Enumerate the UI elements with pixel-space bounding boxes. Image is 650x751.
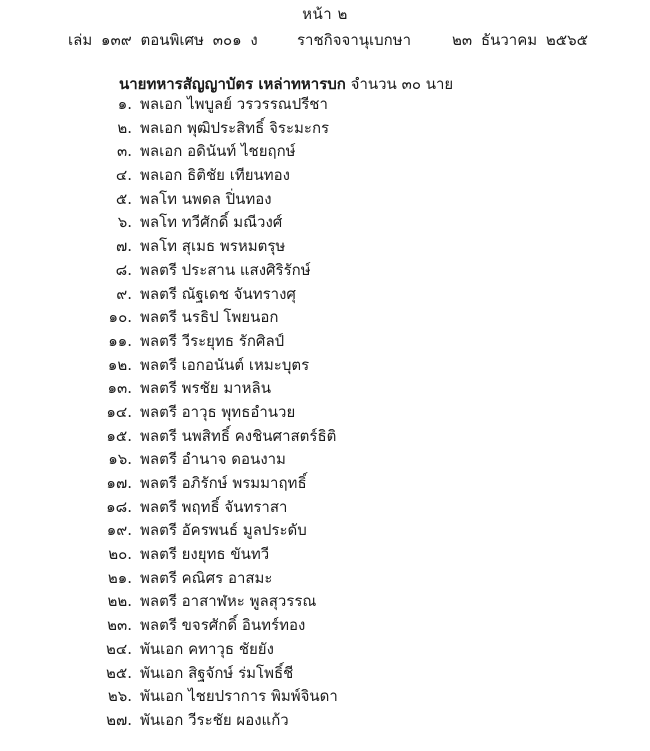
list-item-number: ๒๑.: [107, 568, 132, 587]
list-item: [0, 638, 650, 662]
list-item: [0, 117, 650, 141]
list-item-name: พลตรี ประสาน แสงศิริรักษ์: [140, 260, 311, 279]
list-item: [0, 448, 650, 472]
list-item-name: พลโท ทวีศักดิ์ มณีวงศ์: [140, 213, 283, 232]
list-item: [0, 425, 650, 449]
list-item: [0, 164, 650, 188]
list-item: [0, 614, 650, 638]
list-item-number: ๓.: [116, 142, 132, 161]
list-item-name: พลตรี พรชัย มาหลิน: [140, 379, 271, 398]
list-item-name: พลเอก ธิติชัย เทียนทอง: [140, 166, 290, 185]
list-item: [0, 354, 650, 378]
list-item-number: ๒๔.: [105, 639, 132, 658]
issue-info: เล่ม ๑๓๙ ตอนพิเศษ ๓๐๑ ง: [68, 31, 258, 49]
list-item: [0, 543, 650, 567]
list-item-number: ๑๔.: [106, 402, 132, 421]
list-item: [0, 259, 650, 283]
list-item-name: พลตรี ณัฐเดช จันทรางศุ: [140, 284, 296, 303]
list-item-name: พันเอก วีระชัย ผองแก้ว: [140, 710, 289, 729]
list-item-number: ๒.: [117, 118, 132, 137]
page-number: หน้า ๒: [302, 5, 348, 23]
gazette-header: [68, 28, 588, 50]
list-item-number: ๒๐.: [108, 545, 132, 564]
list-item-name: พลตรี ขจรศักดิ์ อินทร์ทอง: [140, 616, 306, 635]
list-item-name: พลตรี วีระยุทธ รักศิลป์: [140, 331, 285, 350]
section-title: นายทหารสัญญาบัตร เหล่าทหารบก: [119, 75, 346, 93]
list-item-number: ๑.: [117, 95, 132, 113]
list-item-number: ๘.: [115, 260, 132, 279]
list-item-name: พลตรี อภิรักษ์ พรมมาฤทธิ์: [140, 474, 307, 492]
list-item-number: ๒๕.: [105, 663, 132, 682]
list-item-name: พลตรี เอกอนันต์ เหมะบุตร: [140, 355, 310, 374]
list-item: [0, 519, 650, 543]
list-item-number: ๑๓.: [107, 379, 132, 398]
list-item: [0, 283, 650, 307]
list-item-number: ๑๗.: [106, 474, 132, 492]
list-item-name: พลตรี อาสาฬหะ พูลสุวรรณ: [140, 592, 317, 611]
list-item-name: พลตรี อัครพนธ์ มูลประดับ: [140, 521, 307, 540]
list-item-number: ๕.: [115, 189, 132, 208]
publication-date: ๒๓ ธันวาคม ๒๕๖๕: [452, 31, 588, 49]
gazette-name: ราชกิจจานุเบกษา: [297, 31, 412, 49]
list-item-number: ๑๖.: [108, 450, 132, 469]
list-item: [0, 377, 650, 401]
list-item-name: พันเอก สิฐจักษ์ ร่มโพธิ์ชี: [140, 663, 294, 682]
officer-list: [0, 93, 650, 733]
list-item: [0, 140, 650, 164]
list-item-number: ๑๘.: [106, 497, 132, 516]
list-item: [0, 93, 650, 117]
list-item-name: พลตรี อำนาจ ดอนงาม: [140, 450, 286, 469]
list-item-number: ๖.: [117, 213, 132, 232]
list-item-name: พลตรี อาวุธ พุทธอำนวย: [140, 402, 296, 421]
list-item-name: พลตรี พฤทธิ์ จันทราสา: [140, 497, 288, 516]
list-item-number: ๒๒.: [107, 592, 132, 611]
list-item-number: ๙.: [116, 284, 132, 303]
list-item-name: พลเอก พุฒิประสิทธิ์ จิระมะกร: [140, 118, 330, 137]
list-item: [0, 685, 650, 709]
list-item: [0, 330, 650, 354]
list-item-name: พลโท นพดล ปิ่นทอง: [140, 189, 272, 208]
list-item-number: ๗.: [115, 237, 132, 256]
list-item-name: พลตรี ยงยุทธ ขันทวี: [140, 545, 270, 564]
list-item: [0, 590, 650, 614]
list-item-number: ๔.: [115, 166, 132, 185]
section-count: จำนวน ๓๐ นาย: [350, 75, 454, 93]
list-item: [0, 567, 650, 591]
list-item-name: พลเอก ไพบูลย์ วรวรรณปรีชา: [140, 95, 328, 113]
list-item-number: ๒๓.: [107, 616, 132, 635]
list-item: [0, 235, 650, 259]
list-item-name: พลตรี นพสิทธิ์ คงชินศาสตร์ธิติ: [140, 426, 337, 445]
list-item-number: ๒๗.: [106, 710, 132, 729]
list-item: [0, 306, 650, 330]
list-item-name: พลโท สุเมธ พรหมตรุษ: [140, 237, 286, 256]
list-item: [0, 472, 650, 496]
list-item: [0, 211, 650, 235]
list-item-name: พันเอก คทาวุธ ชัยยัง: [140, 639, 274, 658]
list-item: [0, 401, 650, 425]
list-item-number: ๑๐.: [108, 308, 132, 327]
list-item: [0, 496, 650, 520]
list-item-number: ๒๖.: [107, 687, 132, 706]
list-item-name: พลตรี นรธิป โพยนอก: [140, 308, 279, 327]
list-item-number: ๑๑.: [108, 331, 132, 350]
list-item-name: พลตรี คณิศร อาสมะ: [140, 568, 273, 587]
list-item-name: พลเอก อดินันท์ ไชยฤกษ์: [140, 142, 296, 161]
list-item-number: ๑๙.: [106, 521, 132, 540]
list-item: [0, 188, 650, 212]
list-item: [0, 709, 650, 733]
list-item-number: ๑๕.: [106, 426, 132, 445]
list-item-name: พันเอก ไชยปราการ พิมพ์จินดา: [140, 687, 338, 706]
list-item: [0, 662, 650, 686]
list-item-number: ๑๒.: [107, 355, 132, 374]
